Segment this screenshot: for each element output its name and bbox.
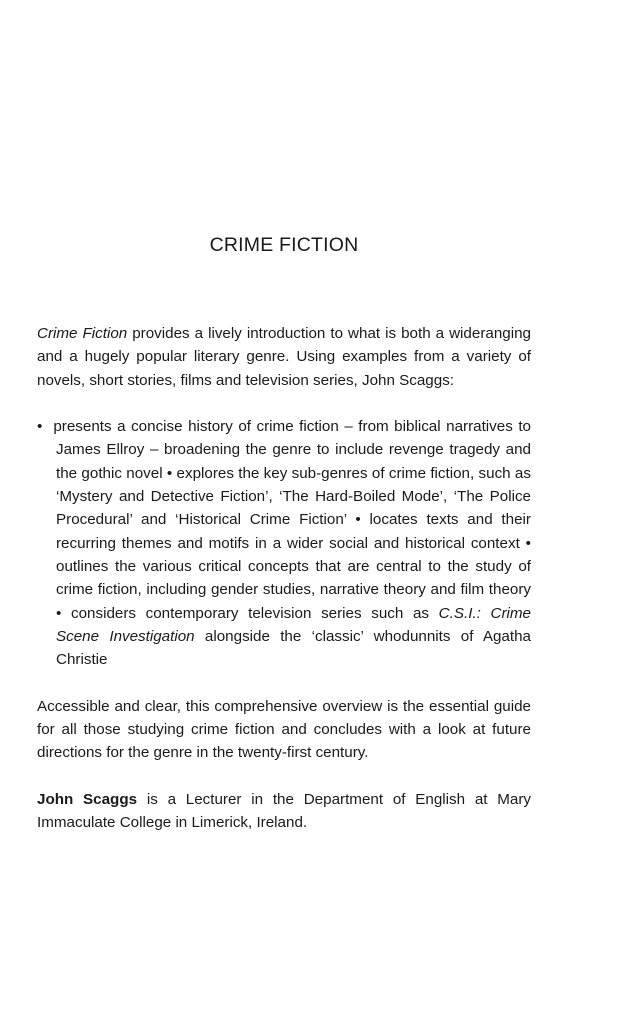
bullet-item: explores the key sub-genres of crime fiction, such as ‘Mystery and Detective Fiction’, ‘The Hard-Boiled Mode’, ‘The Police Procedural’ and ‘Historical Crime Fiction’ xyxy=(56,464,531,529)
series-title: C.S.I.: Crime Scene Investigation xyxy=(56,604,531,645)
bullet-item: locates texts and their recurring themes and motifs in a wider social and historical context xyxy=(56,511,531,552)
author-name: John Scaggs xyxy=(37,790,138,808)
author-bio: is a Lecturer in the Department of English at Mary Immaculate College in Limerick, Ireland. xyxy=(37,790,531,832)
bullet-marker: • xyxy=(166,464,173,482)
intro-text: provides a lively introduction to what is both a wideranging and a hugely popular literary genre. Using examples from a variety of novels, short stories, films and television series, John Scaggs: xyxy=(37,325,531,389)
intro-paragraph xyxy=(37,322,531,392)
bullet-marker: • xyxy=(37,418,43,436)
bullet-marker: • xyxy=(525,534,531,552)
bullet-marker: • xyxy=(56,604,62,622)
blurb xyxy=(37,322,531,835)
book-title: Crime Fiction xyxy=(37,325,128,342)
bullet-item: outlines the various critical concepts that are central to the study of crime fiction, including gender studies, narrative theory and film theory xyxy=(56,557,531,599)
bullet-list xyxy=(37,415,531,671)
summary-paragraph: Accessible and clear, this comprehensive overview is the essential guide for all those studying crime fiction and concludes with a look at future directions for the genre in the twenty-first century. xyxy=(37,697,531,762)
author-paragraph xyxy=(37,788,531,835)
bullet-item: presents a concise history of crime fiction – from biblical narratives to James Ellroy – broadening the genre to include revenge tragedy and the gothic novel xyxy=(53,418,531,482)
bullet-marker: • xyxy=(355,511,361,529)
bullet-item: considers contemporary television series such as xyxy=(70,604,439,622)
book-page xyxy=(37,0,531,1020)
page-title: CRIME FICTION xyxy=(209,234,359,256)
bullet-item: alongside the ‘classic’ whodunnits of Agatha Christie xyxy=(56,627,531,669)
